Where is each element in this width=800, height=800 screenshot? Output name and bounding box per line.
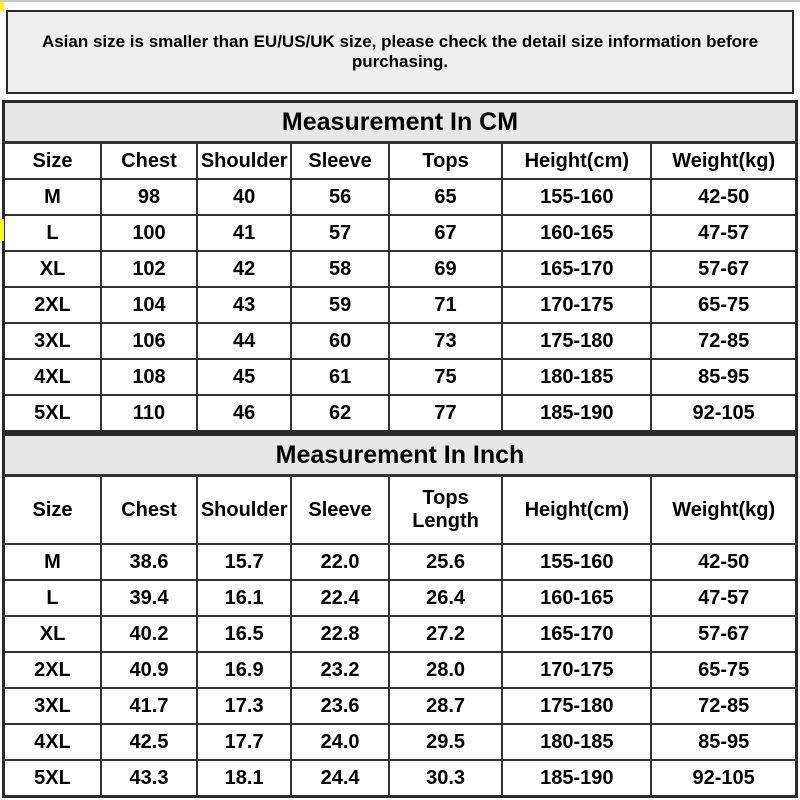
measurement-cell: 58 xyxy=(291,251,389,287)
measurement-cell: 60 xyxy=(291,323,389,359)
column-header-size: Size xyxy=(4,476,102,545)
column-header-tops-length: Tops Length xyxy=(389,476,502,545)
measurement-cell: 26.4 xyxy=(389,580,502,616)
measurement-cell: 24.4 xyxy=(291,760,389,797)
measurement-cell: 61 xyxy=(291,359,389,395)
measurement-cell: 22.0 xyxy=(291,544,389,580)
size-label-cell: 2XL xyxy=(4,287,102,323)
tables-container xyxy=(2,100,798,798)
measurement-cell: 41 xyxy=(197,215,291,251)
yellow-artifact-marker-top xyxy=(0,2,4,12)
measurement-cell: 22.4 xyxy=(291,580,389,616)
column-header-sleeve: Sleeve xyxy=(291,143,389,180)
table-row xyxy=(4,179,797,215)
size-label-cell: L xyxy=(4,215,102,251)
measurement-cell: 40.9 xyxy=(101,652,197,688)
measurement-cell: 22.8 xyxy=(291,616,389,652)
measurement-cell: 73 xyxy=(389,323,502,359)
measurement-cell: 17.7 xyxy=(197,724,291,760)
table-row xyxy=(4,580,797,616)
measurement-cell: 16.9 xyxy=(197,652,291,688)
size-label-cell: 4XL xyxy=(4,724,102,760)
measurement-cell: 175-180 xyxy=(502,688,651,724)
measurement-cell: 23.2 xyxy=(291,652,389,688)
measurement-cell: 29.5 xyxy=(389,724,502,760)
column-header-row xyxy=(4,476,797,545)
measurement-cell: 155-160 xyxy=(502,544,651,580)
measurement-cell: 42-50 xyxy=(651,544,796,580)
column-header-shoulder: Shoulder xyxy=(197,143,291,180)
size-label-cell: L xyxy=(4,580,102,616)
table-title-cm: Measurement In CM xyxy=(4,102,797,143)
measurement-cell: 67 xyxy=(389,215,502,251)
measurement-cell: 175-180 xyxy=(502,323,651,359)
table-row xyxy=(4,724,797,760)
column-header-height: Height(cm) xyxy=(502,143,651,180)
measurement-cell: 180-185 xyxy=(502,724,651,760)
table-title-row xyxy=(4,435,797,476)
column-header-weight: Weight(kg) xyxy=(651,476,796,545)
size-label-cell: 3XL xyxy=(4,688,102,724)
measurement-cell: 106 xyxy=(101,323,197,359)
measurement-cell: 16.1 xyxy=(197,580,291,616)
measurement-cell: 65 xyxy=(389,179,502,215)
notice-text: Asian size is smaller than EU/US/UK size, please check the detail size information before purchasing. xyxy=(41,32,759,71)
measurement-cell: 18.1 xyxy=(197,760,291,797)
size-table-cm xyxy=(2,100,798,433)
measurement-cell: 45 xyxy=(197,359,291,395)
measurement-cell: 38.6 xyxy=(101,544,197,580)
measurement-cell: 57-67 xyxy=(651,251,796,287)
size-label-cell: 2XL xyxy=(4,652,102,688)
measurement-cell: 17.3 xyxy=(197,688,291,724)
measurement-cell: 170-175 xyxy=(502,652,651,688)
size-label-cell: 4XL xyxy=(4,359,102,395)
column-header-size: Size xyxy=(4,143,102,180)
measurement-cell: 180-185 xyxy=(502,359,651,395)
measurement-cell: 92-105 xyxy=(651,395,796,432)
measurement-cell: 100 xyxy=(101,215,197,251)
measurement-cell: 160-165 xyxy=(502,580,651,616)
table-row xyxy=(4,652,797,688)
measurement-cell: 155-160 xyxy=(502,179,651,215)
measurement-cell: 185-190 xyxy=(502,395,651,432)
measurement-cell: 104 xyxy=(101,287,197,323)
table-title-inch: Measurement In Inch xyxy=(4,435,797,476)
measurement-cell: 185-190 xyxy=(502,760,651,797)
measurement-cell: 85-95 xyxy=(651,359,796,395)
size-label-cell: XL xyxy=(4,251,102,287)
column-header-chest: Chest xyxy=(101,143,197,180)
table-row xyxy=(4,251,797,287)
size-label-cell: M xyxy=(4,544,102,580)
measurement-cell: 160-165 xyxy=(502,215,651,251)
measurement-cell: 42-50 xyxy=(651,179,796,215)
measurement-cell: 44 xyxy=(197,323,291,359)
measurement-cell: 59 xyxy=(291,287,389,323)
measurement-cell: 85-95 xyxy=(651,724,796,760)
measurement-cell: 40.2 xyxy=(101,616,197,652)
measurement-cell: 71 xyxy=(389,287,502,323)
column-header-sleeve: Sleeve xyxy=(291,476,389,545)
measurement-cell: 30.3 xyxy=(389,760,502,797)
measurement-cell: 165-170 xyxy=(502,251,651,287)
measurement-cell: 170-175 xyxy=(502,287,651,323)
measurement-cell: 39.4 xyxy=(101,580,197,616)
table-row xyxy=(4,616,797,652)
size-label-cell: XL xyxy=(4,616,102,652)
measurement-cell: 110 xyxy=(101,395,197,432)
measurement-cell: 57 xyxy=(291,215,389,251)
measurement-cell: 42 xyxy=(197,251,291,287)
measurement-cell: 42.5 xyxy=(101,724,197,760)
measurement-cell: 65-75 xyxy=(651,652,796,688)
measurement-cell: 92-105 xyxy=(651,760,796,797)
measurement-cell: 65-75 xyxy=(651,287,796,323)
column-header-height: Height(cm) xyxy=(502,476,651,545)
measurement-cell: 40 xyxy=(197,179,291,215)
measurement-cell: 57-67 xyxy=(651,616,796,652)
table-row xyxy=(4,359,797,395)
notice-box xyxy=(6,10,794,94)
table-row xyxy=(4,688,797,724)
measurement-cell: 15.7 xyxy=(197,544,291,580)
column-header-row xyxy=(4,143,797,180)
size-label-cell: 3XL xyxy=(4,323,102,359)
measurement-cell: 98 xyxy=(101,179,197,215)
measurement-cell: 47-57 xyxy=(651,215,796,251)
measurement-cell: 28.0 xyxy=(389,652,502,688)
table-row xyxy=(4,287,797,323)
table-row xyxy=(4,323,797,359)
column-header-chest: Chest xyxy=(101,476,197,545)
measurement-cell: 77 xyxy=(389,395,502,432)
measurement-cell: 27.2 xyxy=(389,616,502,652)
measurement-cell: 46 xyxy=(197,395,291,432)
measurement-cell: 43 xyxy=(197,287,291,323)
measurement-cell: 47-57 xyxy=(651,580,796,616)
measurement-cell: 75 xyxy=(389,359,502,395)
table-row xyxy=(4,544,797,580)
measurement-cell: 16.5 xyxy=(197,616,291,652)
measurement-cell: 102 xyxy=(101,251,197,287)
measurement-cell: 165-170 xyxy=(502,616,651,652)
size-table-inch xyxy=(2,433,798,798)
column-header-tops: Tops xyxy=(389,143,502,180)
measurement-cell: 108 xyxy=(101,359,197,395)
measurement-cell: 62 xyxy=(291,395,389,432)
measurement-cell: 28.7 xyxy=(389,688,502,724)
measurement-cell: 72-85 xyxy=(651,323,796,359)
table-row xyxy=(4,395,797,432)
table-title-row xyxy=(4,102,797,143)
measurement-cell: 41.7 xyxy=(101,688,197,724)
size-label-cell: 5XL xyxy=(4,760,102,797)
measurement-cell: 23.6 xyxy=(291,688,389,724)
table-row xyxy=(4,760,797,797)
size-label-cell: 5XL xyxy=(4,395,102,432)
size-label-cell: M xyxy=(4,179,102,215)
measurement-cell: 72-85 xyxy=(651,688,796,724)
measurement-cell: 69 xyxy=(389,251,502,287)
measurement-cell: 25.6 xyxy=(389,544,502,580)
measurement-cell: 24.0 xyxy=(291,724,389,760)
column-header-shoulder: Shoulder xyxy=(197,476,291,545)
table-row xyxy=(4,215,797,251)
measurement-cell: 43.3 xyxy=(101,760,197,797)
yellow-artifact-marker-mid xyxy=(0,219,4,241)
column-header-weight: Weight(kg) xyxy=(651,143,796,180)
measurement-cell: 56 xyxy=(291,179,389,215)
